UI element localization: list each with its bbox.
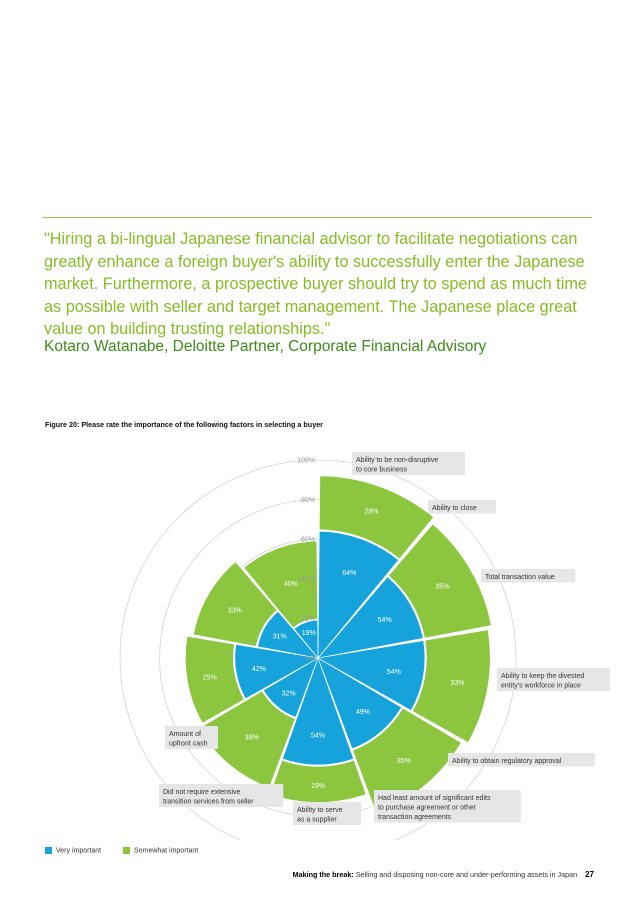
- legend-item-very-important: [45, 847, 101, 854]
- tick-label: 0%: [304, 655, 315, 663]
- figure-caption: Figure 20: Please rate the importance of the following factors in selecting a buyer: [45, 420, 323, 429]
- chart-wedges: [185, 476, 491, 814]
- category-label-text: Ability to keep the divested: [501, 673, 585, 680]
- category-label-text: Ability to obtain regulatory approval: [452, 758, 562, 765]
- category-label-text: Amount of: [169, 731, 201, 738]
- data-label-very: 49%: [355, 709, 370, 717]
- data-label-somewhat: 40%: [283, 581, 298, 589]
- data-label-very: 54%: [377, 617, 392, 625]
- footer-subtitle: Selling and disposing non-core and under-performing assets in Japan: [355, 870, 578, 879]
- category-label-text: entity's workforce in place: [501, 682, 581, 690]
- legend-label: Somewhat important: [134, 847, 199, 855]
- data-label-somewhat: 28%: [364, 508, 379, 516]
- category-label: [448, 753, 595, 767]
- category-label: [428, 500, 496, 514]
- legend-swatch-green: [123, 847, 130, 854]
- data-label-very: 54%: [310, 732, 326, 740]
- category-label: [165, 726, 218, 749]
- legend-item-somewhat-important: [123, 847, 198, 854]
- category-label-text: Did not require extensive: [163, 789, 241, 796]
- bar-somewhat-important: [270, 760, 366, 802]
- category-label-text: Total transaction value: [485, 574, 555, 581]
- data-label-very: 42%: [252, 665, 267, 673]
- category-label-text: transaction agreements: [378, 814, 452, 821]
- page-footer: [293, 870, 594, 879]
- data-label-somewhat: 35%: [435, 583, 450, 591]
- data-label-very: 31%: [272, 633, 287, 641]
- category-label-text: Ability to close: [432, 505, 477, 512]
- category-label-text: Ability to serve: [297, 807, 343, 814]
- divider-line: [42, 217, 592, 218]
- data-label-somewhat: 38%: [244, 734, 259, 742]
- tick-label: 100%: [297, 457, 315, 465]
- category-label-text: as a supplier: [297, 816, 337, 824]
- category-label-text: to core business: [356, 466, 407, 474]
- legend-label: Very important: [56, 847, 102, 855]
- category-label-text: to purchase agreement or other: [378, 804, 477, 812]
- category-label: [293, 802, 361, 825]
- page-number: 27: [585, 870, 594, 879]
- data-label-somewhat: 35%: [396, 757, 411, 765]
- tick-label: 60%: [300, 536, 315, 544]
- pull-quote: "Hiring a bi-lingual Japanese financial advisor to facilitate negotiations can greatly enhance a foreign buyer's ability to successfully enter the Japanese market. Furthermore, a prospective buyer should try to spend as much time as possible with seller and target management. The Japanese place great value on building trusting relationships.": [44, 230, 587, 339]
- category-label-text: transition services from seller: [163, 798, 254, 806]
- legend-swatch-blue: [45, 847, 52, 854]
- data-label-very: 32%: [281, 690, 296, 698]
- category-label: [374, 790, 521, 823]
- tick-label: 40%: [300, 576, 315, 584]
- data-label-somewhat: 33%: [227, 607, 242, 615]
- category-label: [159, 784, 283, 807]
- polar-area-chart: [0, 440, 636, 840]
- quote-attribution: Kotaro Watanabe, Deloitte Partner, Corporate Financial Advisory: [44, 338, 487, 355]
- category-label: [352, 452, 465, 475]
- category-label: [497, 668, 610, 691]
- category-label-text: Ability to be non-disruptive: [356, 457, 439, 464]
- data-label-very: 54%: [386, 668, 401, 676]
- category-label: [481, 569, 575, 583]
- data-label-very: 64%: [342, 569, 357, 577]
- tick-label: 80%: [300, 497, 315, 505]
- category-label-text: upfront cash: [169, 740, 208, 748]
- footer-title: Making the break:: [292, 870, 354, 879]
- data-label-very: 19%: [301, 630, 316, 638]
- data-label-somewhat: 25%: [202, 674, 217, 682]
- data-label-somewhat: 19%: [310, 783, 326, 791]
- category-label-text: Had least amount of significant edits: [378, 795, 491, 802]
- tick-label: 20%: [300, 615, 315, 623]
- data-label-somewhat: 33%: [450, 680, 465, 688]
